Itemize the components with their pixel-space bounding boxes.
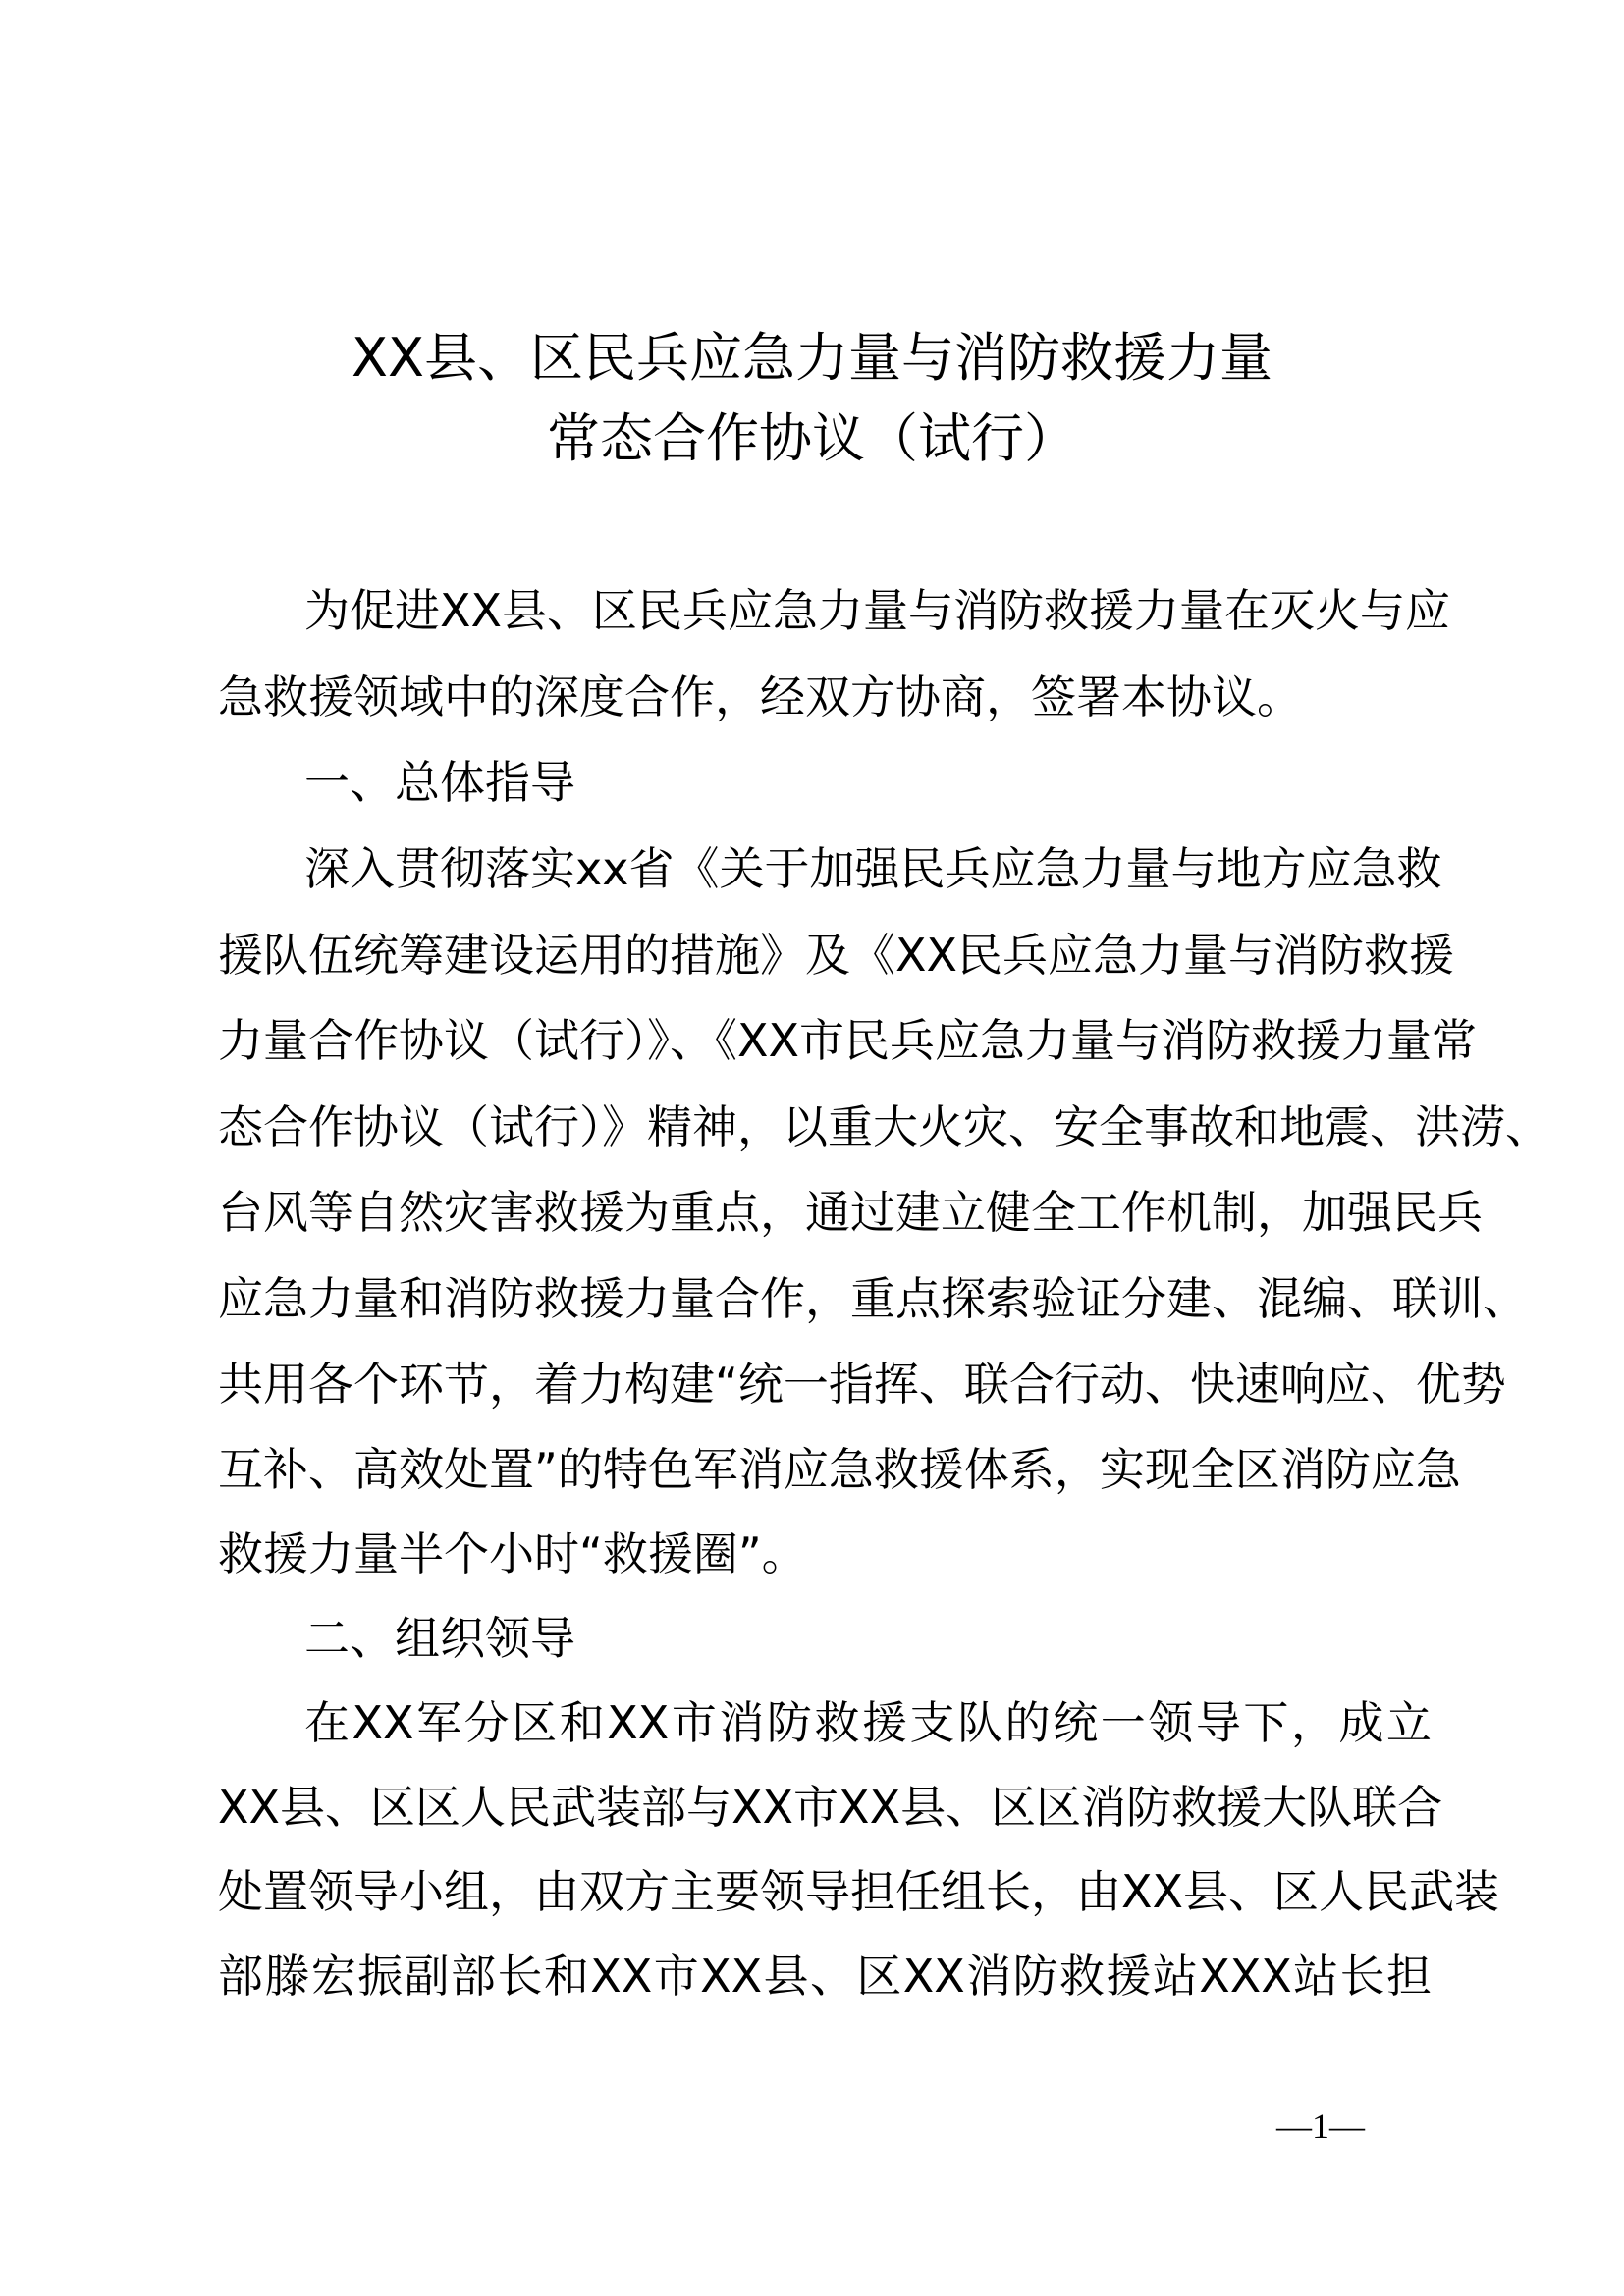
- title-line-2: 常态合作协议（试行）: [547, 407, 1077, 469]
- text-line: 互补、高效处置”的特色军消应急救援体系，实现全区消防应急: [218, 1443, 1461, 1496]
- text-line: XX县、区区人民武装部与XX市XX县、区区消防救援大队联合: [218, 1781, 1443, 1834]
- text-line: 深入贯彻落实xx省《关于加强民兵应急力量与地方应急救: [304, 842, 1442, 895]
- text-line: 态合作协议（试行）》精神，以重大火灾、安全事故和地震、洪涝、: [218, 1100, 1550, 1153]
- text-line: 共用各个环节，着力构建“统一指挥、联合行动、快速响应、优势: [218, 1358, 1506, 1411]
- text-line: 部滕宏振副部长和XX市XX县、区XX消防救援站XXX站长担: [218, 1949, 1432, 2002]
- text-line: 台风等自然灾害救援为重点，通过建立健全工作机制，加强民兵: [218, 1186, 1483, 1239]
- text-line: 急救援领域中的深度合作，经双方协商，签署本协议。: [218, 670, 1302, 723]
- text-line: 应急力量和消防救援力量合作，重点探索验证分建、混编、联训、: [218, 1272, 1528, 1325]
- text-line: 在XX军分区和XX市消防救援支队的统一领导下，成立: [304, 1696, 1432, 1749]
- text-line: 援队伍统筹建设运用的措施》及《XX民兵应急力量与消防救援: [218, 929, 1455, 982]
- title-line-1: XX县、区民兵应急力量与消防救援力量: [352, 327, 1272, 389]
- text-line: 为促进XX县、区民兵应急力量与消防救援力量在灭火与应: [304, 584, 1451, 637]
- section-heading: 二、组织领导: [304, 1612, 575, 1665]
- text-line: 力量合作协议（试行）》、《XX市民兵应急力量与消防救援力量常: [218, 1014, 1478, 1067]
- page-number: —1—: [1276, 2107, 1365, 2146]
- section-heading: 一、总体指导: [304, 756, 575, 809]
- text-line: 救援力量半个小时“救援圈”。: [218, 1527, 807, 1580]
- text-line: 处置领导小组，由双方主要领导担任组长，由XX县、区人民武装: [218, 1865, 1500, 1918]
